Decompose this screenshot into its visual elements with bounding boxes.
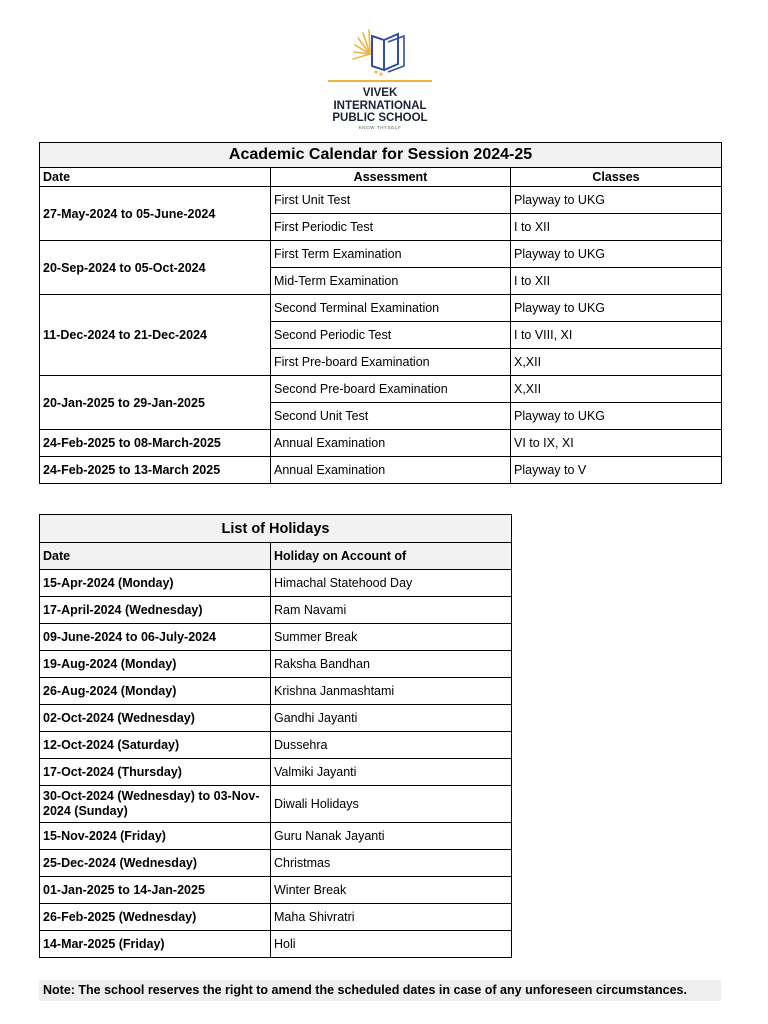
assessment-cell: First Term Examination xyxy=(271,241,511,268)
table-row xyxy=(40,570,512,597)
calendar-date-cell: 24-Feb-2025 to 08-March-2025 xyxy=(40,430,271,457)
table-row xyxy=(40,376,722,403)
book-with-sunrays-logo-icon xyxy=(348,28,412,78)
holiday-reason-cell: Christmas xyxy=(271,850,512,877)
classes-cell: X,XII xyxy=(511,376,722,403)
holidays-header-reason: Holiday on Account of xyxy=(271,543,512,570)
calendar-header-assessment: Assessment xyxy=(271,168,511,187)
logo-divider xyxy=(328,80,432,82)
assessment-cell: Second Pre-board Examination xyxy=(271,376,511,403)
calendar-date-cell: 27-May-2024 to 05-June-2024 xyxy=(40,187,271,241)
table-row xyxy=(40,823,512,850)
classes-cell: Playway to UKG xyxy=(511,295,722,322)
holiday-reason-cell: Holi xyxy=(271,931,512,958)
holiday-date-cell: 25-Dec-2024 (Wednesday) xyxy=(40,850,271,877)
classes-cell: I to VIII, XI xyxy=(511,322,722,349)
calendar-header-classes: Classes xyxy=(511,168,722,187)
assessment-cell: Second Unit Test xyxy=(271,403,511,430)
holiday-reason-cell: Valmiki Jayanti xyxy=(271,759,512,786)
calendar-date-cell: 11-Dec-2024 to 21-Dec-2024 xyxy=(40,295,271,376)
holiday-reason-cell: Himachal Statehood Day xyxy=(271,570,512,597)
holiday-date-cell: 14-Mar-2025 (Friday) xyxy=(40,931,271,958)
holiday-reason-cell: Winter Break xyxy=(271,877,512,904)
table-row xyxy=(40,597,512,624)
classes-cell: Playway to UKG xyxy=(511,403,722,430)
school-name-line-3: PUBLIC SCHOOL xyxy=(332,112,428,124)
holiday-date-cell: 17-April-2024 (Wednesday) xyxy=(40,597,271,624)
school-tagline: KNOW THYSELF xyxy=(358,125,402,130)
classes-cell: VI to IX, XI xyxy=(511,430,722,457)
classes-cell: I to XII xyxy=(511,268,722,295)
classes-cell: I to XII xyxy=(511,214,722,241)
assessment-cell: Mid-Term Examination xyxy=(271,268,511,295)
table-row xyxy=(40,786,512,823)
holiday-reason-cell: Gandhi Jayanti xyxy=(271,705,512,732)
classes-cell: Playway to V xyxy=(511,457,722,484)
assessment-cell: First Periodic Test xyxy=(271,214,511,241)
assessment-cell: First Pre-board Examination xyxy=(271,349,511,376)
calendar-header-date: Date xyxy=(40,168,271,187)
calendar-date-cell: 24-Feb-2025 to 13-March 2025 xyxy=(40,457,271,484)
holiday-reason-cell: Diwali Holidays xyxy=(271,786,512,823)
table-row xyxy=(40,295,722,322)
table-row xyxy=(40,705,512,732)
holiday-date-cell: 12-Oct-2024 (Saturday) xyxy=(40,732,271,759)
holiday-date-cell: 15-Apr-2024 (Monday) xyxy=(40,570,271,597)
holidays-header-date: Date xyxy=(40,543,271,570)
holiday-reason-cell: Raksha Bandhan xyxy=(271,651,512,678)
assessment-cell: First Unit Test xyxy=(271,187,511,214)
calendar-title: Academic Calendar for Session 2024-25 xyxy=(40,143,722,168)
holiday-date-cell: 19-Aug-2024 (Monday) xyxy=(40,651,271,678)
classes-cell: Playway to UKG xyxy=(511,241,722,268)
school-logo xyxy=(314,28,448,128)
holiday-reason-cell: Ram Navami xyxy=(271,597,512,624)
table-row xyxy=(40,430,722,457)
table-row xyxy=(40,877,512,904)
calendar-date-cell: 20-Sep-2024 to 05-Oct-2024 xyxy=(40,241,271,295)
footer-note: Note: The school reserves the right to amend the scheduled dates in case of any unforeseen circumstances. xyxy=(39,980,721,1001)
assessment-cell: Annual Examination xyxy=(271,430,511,457)
assessment-cell: Second Terminal Examination xyxy=(271,295,511,322)
holiday-date-cell: 09-June-2024 to 06-July-2024 xyxy=(40,624,271,651)
holiday-reason-cell: Guru Nanak Jayanti xyxy=(271,823,512,850)
table-row xyxy=(40,850,512,877)
table-row xyxy=(40,241,722,268)
assessment-cell: Annual Examination xyxy=(271,457,511,484)
table-row xyxy=(40,187,722,214)
holiday-reason-cell: Maha Shivratri xyxy=(271,904,512,931)
holiday-reason-cell: Krishna Janmashtami xyxy=(271,678,512,705)
calendar-date-cell: 20-Jan-2025 to 29-Jan-2025 xyxy=(40,376,271,430)
holiday-reason-cell: Dussehra xyxy=(271,732,512,759)
table-row xyxy=(40,759,512,786)
table-row xyxy=(40,678,512,705)
holiday-date-cell: 26-Feb-2025 (Wednesday) xyxy=(40,904,271,931)
table-row xyxy=(40,904,512,931)
table-row xyxy=(40,457,722,484)
school-name-line-2: INTERNATIONAL xyxy=(333,99,427,112)
school-name xyxy=(314,87,446,125)
holidays-title: List of Holidays xyxy=(40,515,512,543)
table-row xyxy=(40,931,512,958)
holiday-date-cell: 26-Aug-2024 (Monday) xyxy=(40,678,271,705)
school-name-line-1: VIVEK xyxy=(362,87,398,99)
holiday-date-cell: 15-Nov-2024 (Friday) xyxy=(40,823,271,850)
assessment-cell: Second Periodic Test xyxy=(271,322,511,349)
holiday-reason-cell: Summer Break xyxy=(271,624,512,651)
holiday-date-cell: 30-Oct-2024 (Wednesday) to 03-Nov-2024 (Sunday) xyxy=(40,786,271,823)
academic-calendar-table xyxy=(39,142,722,484)
holidays-table xyxy=(39,514,512,958)
classes-cell: X,XII xyxy=(511,349,722,376)
table-row xyxy=(40,732,512,759)
table-row xyxy=(40,651,512,678)
holiday-date-cell: 02-Oct-2024 (Wednesday) xyxy=(40,705,271,732)
holiday-date-cell: 01-Jan-2025 to 14-Jan-2025 xyxy=(40,877,271,904)
classes-cell: Playway to UKG xyxy=(511,187,722,214)
table-row xyxy=(40,624,512,651)
holiday-date-cell: 17-Oct-2024 (Thursday) xyxy=(40,759,271,786)
